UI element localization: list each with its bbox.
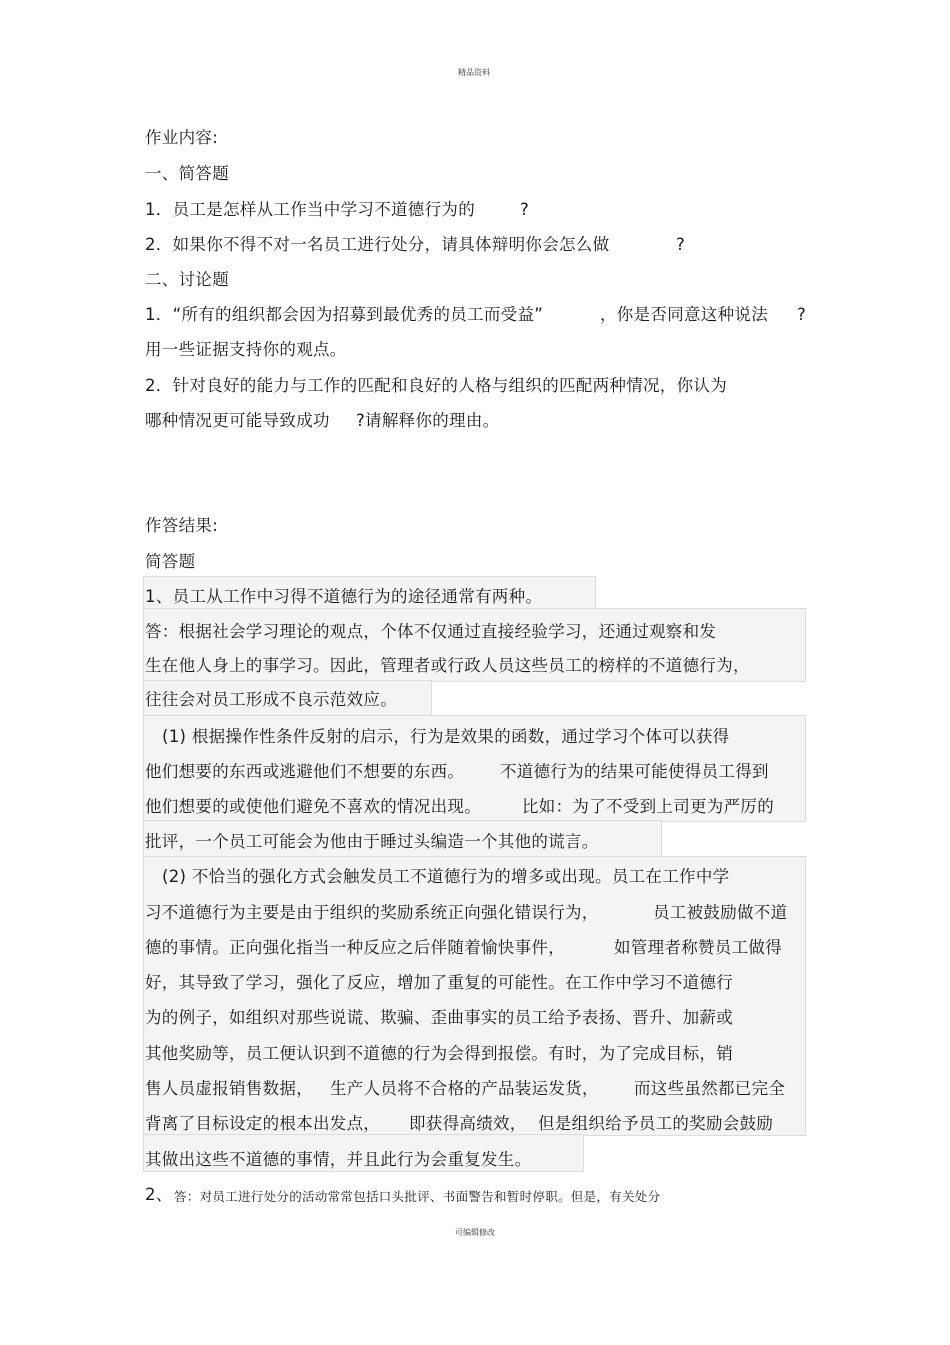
answers-section-heading: 简答题: [145, 552, 196, 571]
answer-2-prefix: 2、: [145, 1185, 173, 1204]
assignment-title: 作业内容:: [145, 128, 219, 147]
answer-1-para3-line: 生产人员将不合格的产品装运发货，: [330, 1079, 599, 1098]
answer-1-para3-line: 售人员虚报销售数据，: [145, 1079, 313, 1098]
answer-1-para3-line: 背离了目标设定的根本出发点，: [145, 1114, 381, 1133]
answer-1-para1-line: 生在他人身上的事学习。因此，管理者或行政人员这些员工的榜样的不道德行为，: [145, 656, 750, 675]
discussion-2-line1: 2．针对良好的能力与工作的匹配和良好的人格与组织的匹配两种情况，你认为: [145, 376, 727, 395]
answer-1-para3-line: 而这些虽然都已完全: [634, 1079, 786, 1098]
answer-1-para2-line: 批评，一个员工可能会为他由于睡过头编造一个其他的谎言。: [145, 832, 599, 851]
answer-1-para2-line: (1) 根据操作性条件反射的启示，行为是效果的函数，通过学习个体可以获得: [162, 727, 730, 746]
answer-1-para2-line: 不道德行为的结果可能使得员工得到: [500, 762, 769, 781]
answer-1-para3-line: 其他奖励等，员工便认识到不道德的行为会得到报偿。有时，为了完成目标，销: [145, 1044, 733, 1063]
answer-1-para1-line: 往往会对员工形成不良示范效应。: [145, 690, 397, 709]
question-1-mark: ?: [520, 200, 530, 219]
answer-1-para3-line: 但是组织给予员工的奖励会鼓励: [538, 1114, 774, 1133]
question-1: 1．员工是怎样从工作当中学习不道德行为的: [145, 200, 475, 219]
discussion-1-question: ，你是否同意这种说法: [600, 305, 768, 324]
answer-1-para1-line: 答：根据社会学习理论的观点，个体不仅通过直接经验学习，还通过观察和发: [145, 622, 717, 641]
section-heading-discussion: 二、讨论题: [145, 270, 229, 289]
answer-2-text: 答：对员工进行处分的活动常常包括口头批评、书面警告和暂时停职。但是，有关处分: [174, 1189, 661, 1204]
answer-1-para3-line: 好，其导致了学习，强化了反应，增加了重复的可能性。在工作中学习不道德行: [145, 973, 733, 992]
page-header: 精品资料: [458, 68, 490, 77]
answer-1-para3-line: 德的事情。正向强化指当一种反应之后伴随着愉快事件，: [145, 938, 565, 957]
discussion-1-line2: 用一些证据支持你的观点。: [145, 340, 347, 359]
answer-1-para3-line: 员工被鼓励做不道: [653, 903, 788, 922]
answer-1-para3-line: 其做出这些不道德的事情，并且此行为会重复发生。: [145, 1150, 532, 1169]
discussion-2-line2a: 哪种情况更可能导致成功: [145, 411, 330, 430]
answer-1-heading: 1、员工从工作中习得不道德行为的途径通常有两种。: [145, 587, 543, 606]
answer-1-para3-line: 习不道德行为主要是由于组织的奖励系统正向强化错误行为，: [145, 903, 599, 922]
discussion-1-quote: 1．“所有的组织都会因为招募到最优秀的员工而受益”: [145, 305, 544, 324]
question-2-mark: ?: [676, 235, 686, 254]
answers-title: 作答结果:: [145, 516, 219, 535]
answer-1-para3-line: 为的例子，如组织对那些说谎、欺骗、歪曲事实的员工给予表扬、晋升、加薪或: [145, 1008, 733, 1027]
page-footer: 可编辑修改: [455, 1228, 495, 1237]
section-heading-short-answer: 一、简答题: [145, 164, 229, 183]
answer-1-para3-line: 如管理者称赞员工做得: [614, 938, 782, 957]
answer-1-para3-line: 即获得高绩效，: [409, 1114, 527, 1133]
discussion-1-mark: ?: [797, 305, 807, 324]
question-2: 2．如果你不得不对一名员工进行处分，请具体辩明你会怎么做: [145, 235, 610, 254]
discussion-2-line2b: ?请解释你的理由。: [356, 411, 500, 430]
answer-1-para2-line: 他们想要的或使他们避免不喜欢的情况出现。: [145, 797, 481, 816]
answer-1-para2-line: 比如：为了不受到上司更为严厉的: [522, 797, 774, 816]
answer-1-para2-line: 他们想要的东西或逃避他们不想要的东西。: [145, 762, 465, 781]
answer-1-para3-line: (2) 不恰当的强化方式会触发员工不道德行为的增多或出现。员工在工作中学: [162, 867, 730, 886]
